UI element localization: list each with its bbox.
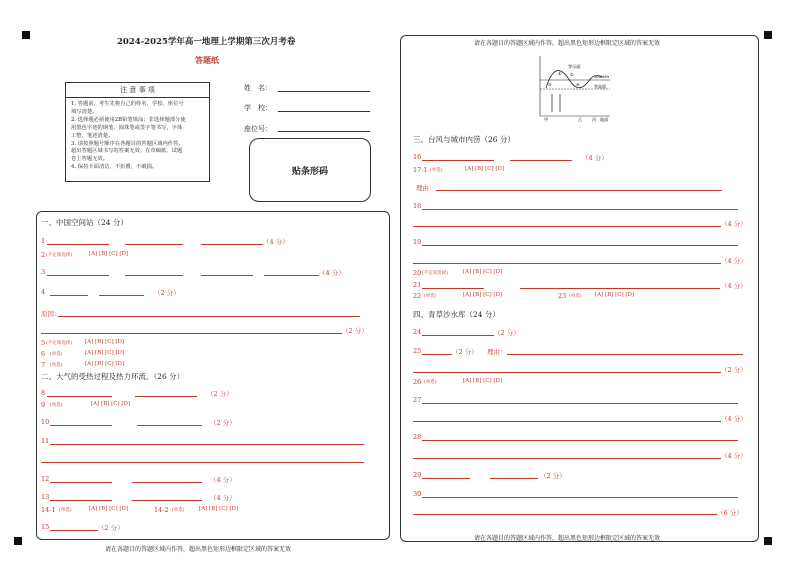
seat-label: 座位号： bbox=[244, 125, 272, 133]
question-note: (单选) bbox=[424, 294, 437, 299]
answer-line[interactable] bbox=[490, 478, 538, 479]
answer-line[interactable] bbox=[413, 226, 721, 227]
page-title: 2024-2025学年高一地理上学期第三次月考卷 bbox=[117, 37, 296, 47]
diagram-label: 丙 bbox=[592, 117, 597, 122]
question-number: 11 bbox=[41, 437, 50, 445]
choice-options[interactable]: [A] [B] [C] [D] bbox=[595, 292, 635, 298]
answer-line[interactable] bbox=[201, 275, 253, 276]
score-label: （2 分） bbox=[98, 524, 124, 532]
registration-mark bbox=[764, 537, 772, 545]
answer-line[interactable] bbox=[137, 425, 202, 426]
answer-line[interactable] bbox=[132, 482, 202, 483]
section-title-1: 一、中国空间站（24 分） bbox=[41, 218, 128, 227]
question-number: 2 bbox=[41, 251, 46, 259]
question-number: 6 bbox=[41, 350, 46, 358]
question-number: 7 bbox=[41, 361, 46, 369]
answer-line[interactable] bbox=[41, 333, 342, 334]
diagram-label: ④ bbox=[576, 82, 580, 87]
answer-line[interactable] bbox=[422, 160, 494, 161]
question-note: (不定项选择) bbox=[422, 271, 449, 276]
name-label: 姓 名： bbox=[244, 84, 272, 92]
notice-box bbox=[65, 82, 210, 182]
answer-line[interactable] bbox=[132, 500, 202, 501]
answer-line[interactable] bbox=[47, 396, 112, 397]
score-label: （4 分） bbox=[721, 220, 747, 228]
choice-options[interactable]: [A] [B] [C] [D] bbox=[89, 251, 129, 257]
answer-line[interactable] bbox=[413, 263, 721, 264]
notice-item: 1. 答题前，考生先将自己的姓名、学校、座位号 bbox=[71, 101, 184, 107]
notice-title: 注 意 事 项 bbox=[66, 83, 209, 98]
answer-line[interactable] bbox=[422, 497, 738, 498]
answer-line[interactable] bbox=[47, 244, 109, 245]
question-number: 10 bbox=[41, 418, 50, 426]
circulation-diagram bbox=[538, 52, 618, 122]
page-subtitle: 答题纸 bbox=[195, 55, 219, 65]
notice-item: 2. 选择题必须使用2B铅笔填涂；非选择题部分使 bbox=[71, 116, 186, 123]
diagram-label: 等高面 bbox=[594, 84, 606, 89]
notice-item: 卷上答题无效。 bbox=[71, 156, 109, 163]
question-number: 21 bbox=[413, 281, 422, 289]
question-note: (单选) bbox=[50, 352, 63, 357]
question-number: 19 bbox=[413, 238, 422, 246]
question-number: 8 bbox=[41, 389, 46, 397]
score-label: （4 分） bbox=[319, 269, 345, 277]
choice-options[interactable]: [A] [B] [C] [D] bbox=[463, 378, 503, 384]
reason-label: 原因： bbox=[41, 310, 61, 318]
question-note: (单选) bbox=[430, 168, 443, 173]
question-number: 22 bbox=[413, 292, 422, 300]
seat-field[interactable] bbox=[278, 131, 370, 132]
name-field[interactable] bbox=[278, 91, 370, 92]
answer-line[interactable] bbox=[413, 514, 717, 515]
question-number: 12 bbox=[41, 475, 50, 483]
score-label: （4 分） bbox=[582, 154, 608, 162]
diagram-label: 地面 bbox=[600, 117, 609, 122]
answer-line[interactable] bbox=[41, 462, 364, 463]
score-label: （2 分） bbox=[494, 329, 520, 337]
question-number: 30 bbox=[413, 490, 422, 498]
choice-options[interactable]: [A] [B] [C] [D] bbox=[85, 350, 125, 356]
score-label: （2 分） bbox=[452, 348, 478, 356]
score-label: （2 分） bbox=[207, 390, 233, 398]
answer-line[interactable] bbox=[50, 425, 112, 426]
score-label: （4 分） bbox=[721, 257, 747, 265]
answer-line[interactable] bbox=[422, 245, 738, 246]
barcode-box bbox=[249, 138, 371, 202]
question-note: (单选) bbox=[50, 403, 63, 408]
notice-item: 用黑色字迹的钢笔、圆珠笔或签字笔书写，字体 bbox=[71, 124, 183, 131]
answer-line[interactable] bbox=[264, 275, 319, 276]
diagram-label: 1000hPa bbox=[594, 75, 610, 79]
answer-line[interactable] bbox=[135, 396, 197, 397]
question-number: 5 bbox=[41, 339, 46, 347]
right-header-note: 请在各题目的答题区域内作答，超出黑色矩形边框限定区域的答案无效 bbox=[474, 40, 661, 47]
question-number: 1 bbox=[41, 237, 46, 245]
score-label: （4 分） bbox=[721, 415, 747, 423]
question-number: 18 bbox=[413, 202, 422, 210]
answer-line[interactable] bbox=[510, 160, 572, 161]
answer-line[interactable] bbox=[50, 500, 112, 501]
notice-item: 超出答题区域书写的答案无效；在草稿纸、试题 bbox=[71, 148, 183, 155]
score-label: （2 分） bbox=[342, 327, 368, 335]
answer-line[interactable] bbox=[50, 444, 364, 445]
notice-list bbox=[66, 98, 209, 175]
question-note: (单选) bbox=[569, 294, 582, 299]
answer-line[interactable] bbox=[50, 482, 112, 483]
answer-line[interactable] bbox=[413, 458, 721, 459]
score-label: （6 分） bbox=[717, 509, 743, 517]
notice-item: 填写清楚。 bbox=[71, 108, 98, 115]
question-number: 28 bbox=[413, 433, 422, 441]
notice-item: 4. 保持卡面清洁，不折叠，不破损。 bbox=[71, 164, 158, 171]
notice-item: 3. 请按照题号顺序在各题目的答题区域内作答， bbox=[71, 140, 184, 147]
question-number: 14-1 bbox=[41, 506, 56, 514]
question-number: 26 bbox=[413, 378, 422, 386]
answer-line[interactable] bbox=[413, 421, 721, 422]
section-title-4: 四、青草沙水库（24 分） bbox=[413, 310, 500, 319]
section-title-2: 二、大气的受热过程及热力环流。（26 分） bbox=[41, 372, 185, 381]
answer-line[interactable] bbox=[125, 275, 183, 276]
school-label: 学 校： bbox=[244, 104, 272, 112]
answer-line[interactable] bbox=[422, 209, 738, 210]
question-note: (不定项选择) bbox=[46, 253, 73, 258]
answer-line[interactable] bbox=[507, 354, 743, 355]
question-number: 9 bbox=[41, 401, 46, 409]
score-label: （2 分） bbox=[540, 472, 566, 480]
diagram-label: 乙 bbox=[578, 117, 583, 122]
answer-line[interactable] bbox=[99, 295, 144, 296]
answer-line[interactable] bbox=[201, 244, 263, 245]
answer-line[interactable] bbox=[422, 288, 484, 289]
question-number: 24 bbox=[413, 328, 422, 336]
choice-options[interactable]: [A] [B] [C] [D] bbox=[89, 506, 129, 512]
question-note: (单选) bbox=[172, 508, 185, 513]
answer-line[interactable] bbox=[520, 288, 720, 289]
reason-label: 理由： bbox=[416, 184, 436, 192]
score-label: （4 分） bbox=[263, 238, 289, 246]
score-label: （4 分） bbox=[721, 282, 747, 290]
question-note: (单选) bbox=[59, 508, 72, 513]
answer-line[interactable] bbox=[50, 530, 98, 531]
question-note: (单选) bbox=[50, 363, 63, 368]
answer-line[interactable] bbox=[47, 275, 109, 276]
registration-mark bbox=[14, 537, 22, 545]
question-note: (不定项选择) bbox=[46, 341, 73, 346]
section-title-3: 三、台风与城市内涝（26 分） bbox=[413, 135, 515, 144]
school-field[interactable] bbox=[278, 111, 370, 112]
question-number: 4 bbox=[41, 288, 46, 296]
score-label: （4 分） bbox=[721, 452, 747, 460]
answer-line[interactable] bbox=[436, 190, 722, 191]
choice-options[interactable]: [A] [B] [C] [D] bbox=[465, 166, 505, 172]
diagram-label: ③ bbox=[548, 82, 552, 87]
question-number: 29 bbox=[413, 471, 422, 479]
question-number: 15 bbox=[41, 523, 50, 531]
question-number: 16 bbox=[413, 153, 422, 161]
choice-options[interactable]: [A] [B] [C] [D] bbox=[85, 361, 125, 367]
question-number: 13 bbox=[41, 493, 50, 501]
right-footer-note: 请在各题目的答题区域内作答，超出黑色矩形边框限定区域的答案无效 bbox=[474, 535, 661, 542]
answer-line[interactable] bbox=[413, 372, 721, 373]
choice-options[interactable]: [A] [B] [C] [D] bbox=[463, 269, 503, 275]
score-label: （2 分） bbox=[154, 289, 180, 297]
diagram-label: 甲 bbox=[544, 117, 549, 122]
score-label: （4 分） bbox=[210, 476, 236, 484]
question-number: 14-2 bbox=[154, 506, 169, 514]
score-label: （2 分） bbox=[210, 419, 236, 427]
score-label: （2 分） bbox=[721, 366, 747, 374]
question-number: 27 bbox=[413, 396, 422, 404]
left-footer-note: 请在各题目的答题区域内作答，超出黑色矩形边框限定区域的答案无效 bbox=[105, 546, 292, 553]
answer-line[interactable] bbox=[422, 354, 452, 355]
choice-options[interactable]: [A] [B] [C] [D] bbox=[85, 339, 125, 345]
question-note: (单选) bbox=[424, 380, 437, 385]
answer-line[interactable] bbox=[422, 440, 738, 441]
barcode-label: 贴条形码 bbox=[291, 166, 328, 177]
diagram-label: 等压面 bbox=[568, 64, 581, 69]
question-number: 23 bbox=[558, 292, 567, 300]
question-number: 3 bbox=[41, 268, 46, 276]
choice-options[interactable]: [A] [B] [C] [D] bbox=[91, 401, 131, 407]
answer-line[interactable] bbox=[50, 295, 88, 296]
registration-mark bbox=[764, 31, 772, 39]
question-number: 25 bbox=[413, 347, 422, 355]
answer-line[interactable] bbox=[58, 316, 360, 317]
answer-line[interactable] bbox=[422, 335, 494, 336]
notice-item: 工整、笔迹清楚。 bbox=[71, 132, 114, 139]
answer-line[interactable] bbox=[125, 244, 183, 245]
question-number: 17-1 bbox=[413, 166, 428, 174]
registration-mark bbox=[22, 31, 30, 39]
reason-label: 理由： bbox=[487, 348, 507, 356]
choice-options[interactable]: [A] [B] [C] [D] bbox=[199, 506, 239, 512]
answer-line[interactable] bbox=[422, 478, 470, 479]
diagram-label: ① bbox=[558, 71, 562, 76]
answer-line[interactable] bbox=[422, 403, 738, 404]
score-label: （4 分） bbox=[210, 494, 236, 502]
choice-options[interactable]: [A] [B] [C] [D] bbox=[463, 292, 503, 298]
question-number: 20 bbox=[413, 269, 422, 277]
diagram-label: ② bbox=[570, 72, 574, 77]
